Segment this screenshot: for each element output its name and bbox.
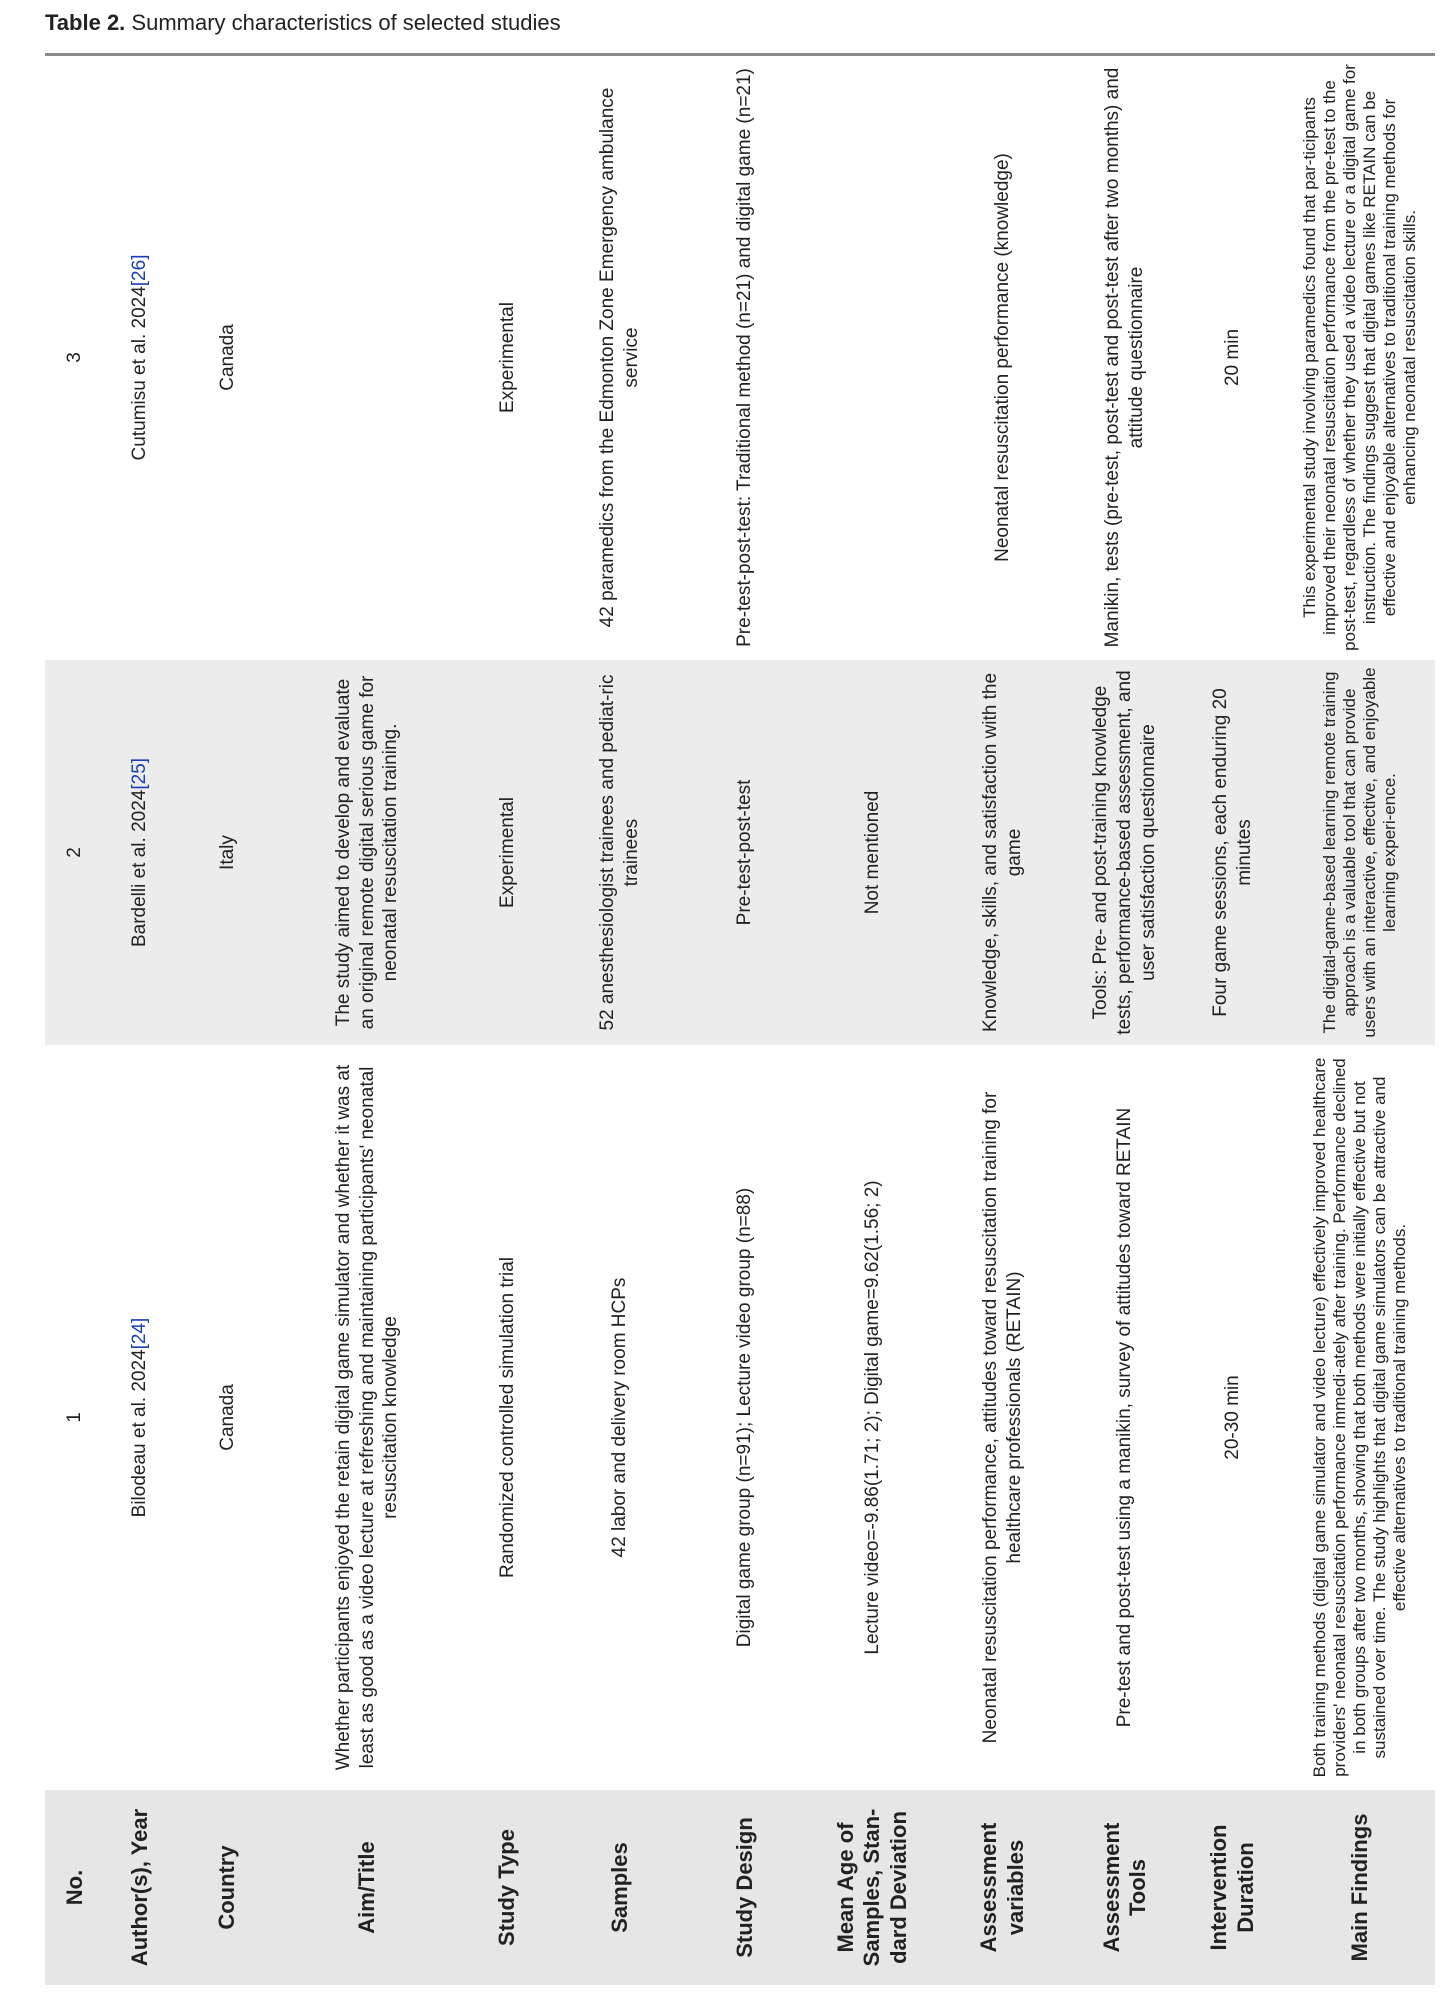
header-study-type: Study Type xyxy=(455,1790,560,1985)
table-caption xyxy=(45,10,561,36)
header-assessment-tools: Assessment Tools xyxy=(1070,1790,1180,1985)
study2-design: Pre-test-post-test xyxy=(680,660,810,1045)
study1-mean-age: Lecture video=-9.86(1.71; 2); Digital game=9.62(1.56; 2) xyxy=(861,1180,883,1655)
study2-type: Experimental xyxy=(455,660,560,1045)
study1-aim: Whether participants enjoyed the retain digital game simulator and whether it was at least as good as a video lecture at refreshing and maintaining participants' neonatal resuscitation knowledge xyxy=(332,1064,402,1771)
study3-samples: 42 paramedics from the Edmonton Zone Emergency ambulance service xyxy=(597,87,642,628)
study3-mean-age xyxy=(810,55,935,660)
study1-samples: 42 labor and delivery room HCPs xyxy=(609,1277,631,1558)
caption-text: Summary characteristics of selected studies xyxy=(125,10,561,35)
study2-variables: Knowledge, skills, and satisfaction with the game xyxy=(935,660,1070,1045)
header-assessment-variables: Assessment variables xyxy=(935,1790,1070,1985)
study2-mean-age: Not mentioned xyxy=(810,660,935,1045)
table-row xyxy=(935,55,1070,1985)
study3-findings: This experimental study involving paramedics found that par-ticipants improved their neonatal resuscitation performance from the pre-test to the post-test, regardless of whether they used a video lecture or a digital game for instruction. The findings suggest that digital games like RETAIN can be effective and enjoyable alternatives to traditional training methods for enhancing neonatal resuscitation skills. xyxy=(1299,64,1420,651)
study2-aim: The study aimed to develop and evaluate an original remote digital serious game for neonatal resuscitation training. xyxy=(280,660,455,1045)
study1-author xyxy=(105,1045,175,1790)
study3-no: 3 xyxy=(64,352,86,363)
table-row xyxy=(560,55,680,1985)
study1-type: Randomized controlled simulation trial xyxy=(496,1256,518,1579)
header-author: Author(s), Year xyxy=(105,1790,175,1985)
table-row xyxy=(45,55,105,1985)
author-text: Bardelli et al. 2024 xyxy=(129,789,151,948)
citation-link[interactable]: [24] xyxy=(129,1317,151,1350)
study3-duration: 20 min xyxy=(1221,328,1243,387)
study3-variables: Neonatal resuscitation performance (knowledge) xyxy=(991,153,1013,562)
header-study-design: Study Design xyxy=(680,1790,810,1985)
table-row xyxy=(105,55,175,1985)
study3-country: Canada xyxy=(216,324,238,391)
study3-design: Pre-test-post-test: Traditional method (n=21) and digital game (n=21) xyxy=(734,68,756,647)
header-aim: Aim/Title xyxy=(280,1790,455,1985)
study2-tools: Tools: Pre- and post-training knowledge tests, performance-based assessment, and user satisfaction questionnaire xyxy=(1070,660,1180,1045)
table-row xyxy=(1070,55,1180,1985)
author-text: Bilodeau et al. 2024 xyxy=(129,1349,151,1518)
caption-label: Table 2. xyxy=(45,10,126,35)
citation-link[interactable]: [25] xyxy=(129,757,151,790)
table-row xyxy=(810,55,935,1985)
header-mean-age: Mean Age of Samples, Stan-dard Deviation xyxy=(810,1790,935,1985)
table-row xyxy=(680,55,810,1985)
study3-type: Experimental xyxy=(496,302,518,413)
study1-no: 1 xyxy=(64,1412,86,1423)
header-intervention-duration: Intervention Duration xyxy=(1180,1790,1285,1985)
study3-tools: Manikin, tests (pre-test, post-test and post-test after two months) and attitude questionnaire xyxy=(1102,67,1147,648)
table-row xyxy=(1180,55,1285,1985)
table-row xyxy=(455,55,560,1985)
study2-country: Italy xyxy=(175,660,280,1045)
study1-variables: Neonatal resuscitation performance, attitudes toward resuscitation training for healthcare professionals (RETAIN) xyxy=(979,1091,1025,1744)
citation-link[interactable]: [26] xyxy=(129,254,151,287)
study2-author xyxy=(105,660,175,1045)
study1-country: Canada xyxy=(216,1384,238,1451)
header-samples: Samples xyxy=(560,1790,680,1985)
study2-findings: The digital-game-based learning remote training approach is a valuable tool that can provide users with an interactive, effective, and enjoyable learning experi-ence. xyxy=(1285,660,1435,1045)
table-row xyxy=(175,55,280,1985)
study2-no: 2 xyxy=(45,660,105,1045)
study3-aim xyxy=(280,55,455,660)
header-country: Country xyxy=(175,1790,280,1985)
study2-samples: 52 anesthesiologist trainees and pediat-ric trainees xyxy=(560,660,680,1045)
study1-duration: 20-30 min xyxy=(1221,1375,1243,1460)
study3-author xyxy=(105,55,175,660)
table-row xyxy=(1285,55,1435,1985)
header-no: No. xyxy=(45,1790,105,1985)
table-row xyxy=(280,55,455,1985)
study2-duration: Four game sessions, each enduring 20 minutes xyxy=(1180,660,1285,1045)
summary-table xyxy=(45,55,1435,1985)
author-text: Cutumisu et al. 2024 xyxy=(129,286,151,461)
study1-findings: Both training methods (digital game simulator and video lecture) effectively improved healthcare providers' neonatal resuscitation performance immedi-ately after training. Performance declined in both groups after two months, showing that both methods were initially effective but not sustained over time. The study highlights that digital game simulators can be attractive and effective alternatives to traditional training methods. xyxy=(1309,1057,1410,1778)
study1-tools: Pre-test and post-test using a manikin, survey of attitudes toward RETAIN xyxy=(1114,1107,1136,1728)
study1-design: Digital game group (n=91); Lecture video group (n=88) xyxy=(734,1187,756,1648)
header-main-findings: Main Findings xyxy=(1285,1790,1435,1985)
